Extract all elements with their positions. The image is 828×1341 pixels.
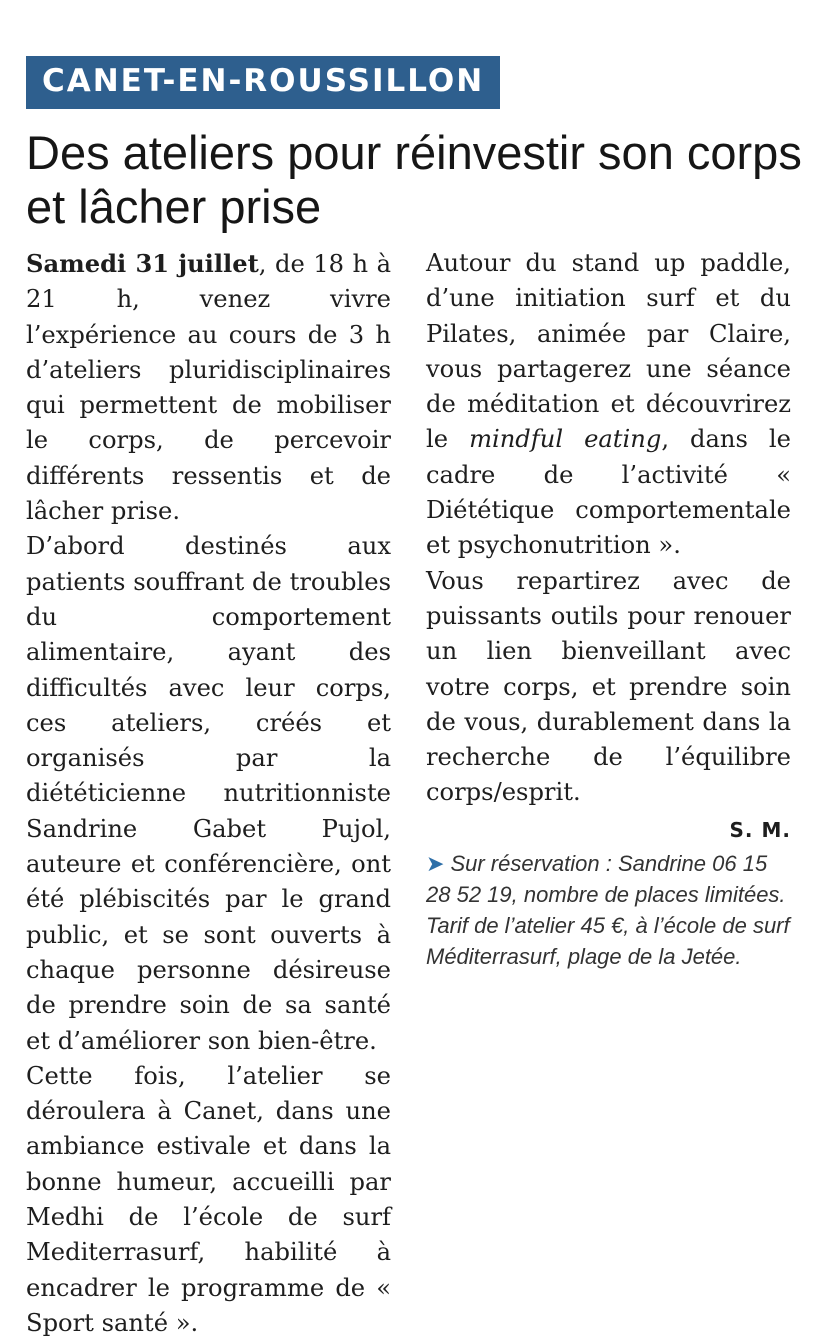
- mindful-eating-term: mindful eating: [469, 425, 662, 454]
- paragraph-background: D’abord destinés aux patients souffrant de troubles du comportement alimentaire, ayant des difficultés avec leur corps, ces ateliers, créés et organisés par la diététicienne nutritionniste Sandrine Gabet Pujol, auteure et conférencière, ont été plébiscités par le grand public, et se sont ouverts à chaque personne désireuse de prendre soin de sa santé et d’améliorer son bien-être.: [26, 532, 391, 1055]
- activities-text-b: , dans le cadre de l’activité « Diététique comportementale et psychonutrition ».: [426, 425, 791, 560]
- intro-text: , de 18 h à 21 h, venez vivre l’expérience au cours de 3 h d’ateliers pluridisciplinaires qui permettent de mobiliser le corps, de percevoir différents ressentis et de lâcher prise.: [26, 250, 391, 526]
- info-reservation: [426, 848, 791, 910]
- arrow-icon: ➤: [426, 851, 445, 877]
- paragraph-conclusion: Vous repartirez avec de puissants outils pour renouer un lien bienveillant avec votre corps, et prendre soin de vous, durablement dans la recherche de l’équilibre corps/esprit.: [426, 566, 791, 807]
- intro-date-lead: Samedi 31 juillet: [26, 249, 259, 278]
- article-headline: Des ateliers pour réinvestir son corps et lâcher prise: [26, 126, 802, 233]
- paragraph-activities: [426, 246, 791, 564]
- paragraph-intro: [26, 246, 391, 529]
- article-column-right: [426, 246, 791, 972]
- paragraph-location: Cette fois, l’atelier se déroulera à Canet, dans une ambiance estivale et dans la bonne humeur, accueilli par Medhi de l’école de surf Mediterrasurf, habilité à encadrer le programme de « Sport santé ».: [26, 1061, 391, 1337]
- article-column-left: [26, 246, 391, 1341]
- author-signature: S. M.: [729, 817, 791, 842]
- info-pricing: Tarif de l’atelier 45 €, à l’école de surf Méditerrasurf, plage de la Jetée.: [426, 913, 790, 970]
- section-kicker: CANET-EN-ROUSSILLON: [26, 56, 500, 109]
- activities-text-a: Autour du stand up paddle, d’une initiation surf et du Pilates, animée par Claire, vous partagerez une séance de méditation et découvrirez le: [426, 249, 791, 454]
- info-reservation-text: Sur réservation : Sandrine 06 15 28 52 19, nombre de places limitées.: [426, 851, 786, 908]
